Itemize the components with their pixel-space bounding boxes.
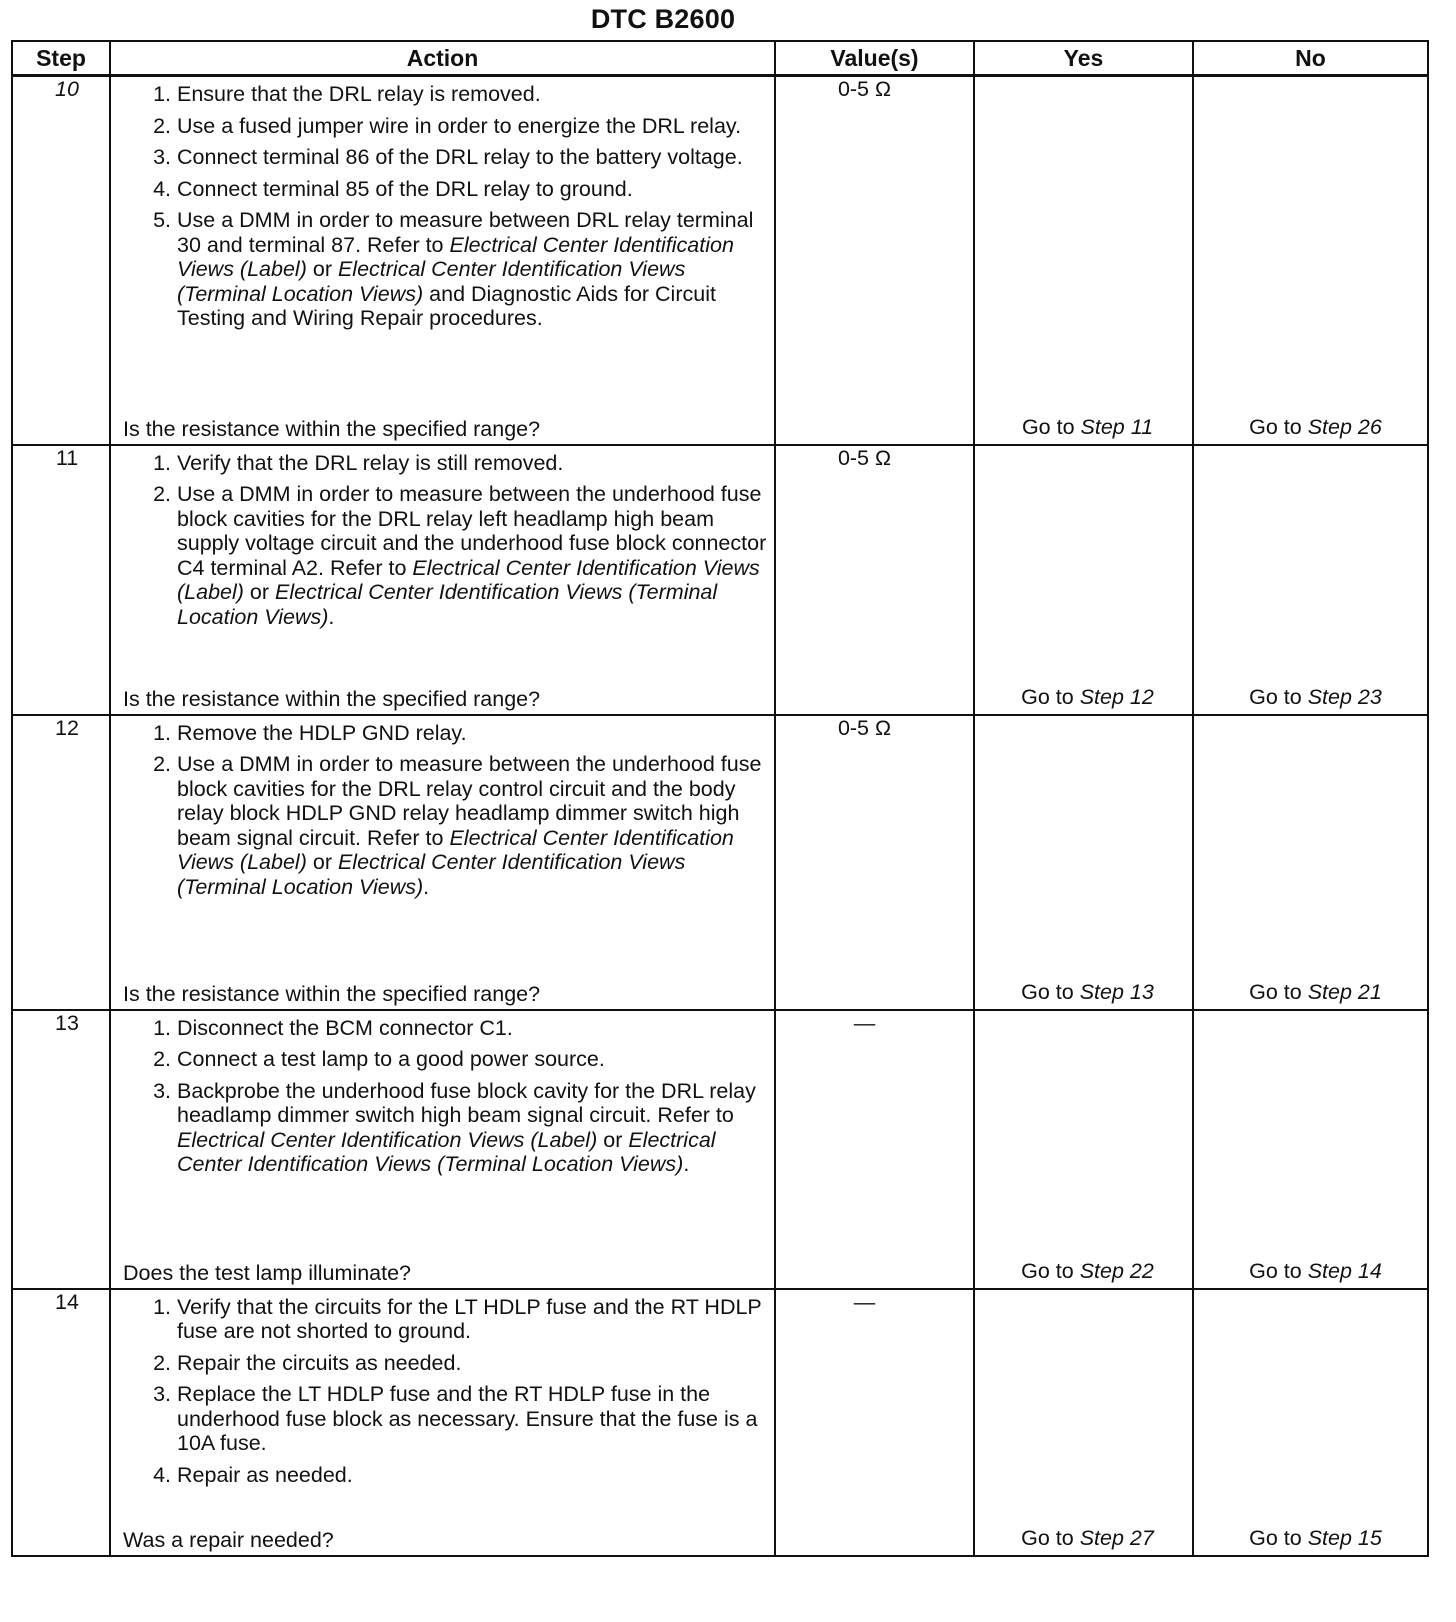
list-item: 4. Connect terminal 85 of the DRL relay to ground.	[153, 176, 633, 201]
table-row	[12, 715, 1428, 1010]
no-step-link[interactable]: Step 21	[1307, 979, 1382, 1004]
no-step-link[interactable]: Step 15	[1307, 1525, 1382, 1550]
doc-reference: Electrical Center Identification Views (Terminal Location Views)	[177, 1127, 716, 1176]
step-number: 13	[55, 1010, 79, 1035]
step-number-cell	[12, 1010, 110, 1289]
value-text: —	[853, 1289, 876, 1314]
question-text: Is the resistance within the specified range?	[123, 686, 541, 711]
yes-step-link[interactable]: Step 22	[1079, 1258, 1154, 1283]
table-row	[12, 1010, 1428, 1289]
question-text: Does the test lamp illuminate?	[123, 1260, 412, 1285]
list-item: 5. Use a DMM in order to measure between DRL relay terminal 30 and terminal 87. Refer to Electrical Center Identification Views (Label) or Electrical Center Identification Views (Terminal Location Views) and Diagnostic Aids for Circuit Testing and Wiring Repair procedures.	[153, 208, 754, 330]
doc-reference: Electrical Center Identification Views (Label)	[177, 555, 760, 604]
table-row	[12, 1289, 1428, 1556]
action-list	[111, 77, 774, 331]
list-item: 2. Connect a test lamp to a good power source.	[153, 1047, 605, 1071]
step-number: 10	[55, 77, 79, 101]
yes-step-link[interactable]: Step 11	[1080, 414, 1154, 439]
step-number-cell	[12, 76, 110, 445]
dtc-procedure-table	[11, 40, 1429, 1557]
no-step-link[interactable]: Step 26	[1307, 414, 1382, 439]
yes-step-link[interactable]: Step 12	[1079, 684, 1154, 709]
doc-reference: Electrical Center Identification Views (Terminal Location Views)	[177, 850, 686, 899]
header-step: Step	[12, 41, 110, 76]
yes-cell: Go to Step 27	[974, 1289, 1193, 1556]
yes-cell: Go to Step 13	[974, 715, 1193, 1010]
list-item: 3. Connect terminal 86 of the DRL relay to the battery voltage.	[153, 145, 743, 169]
value-text: 0-5 Ω	[837, 715, 892, 740]
no-cell: Go to Step 21	[1193, 715, 1428, 1010]
list-item: 3. Backprobe the underhood fuse block cavity for the DRL relay headlamp dimmer switch high beam signal circuit. Refer to Electrical Center Identification Views (Label) or Electrical Center Identification Views (Terminal Location Views).	[153, 1078, 756, 1176]
no-step-link[interactable]: Step 23	[1307, 684, 1382, 709]
doc-reference: Electrical Center Identification Views (Label)	[177, 232, 734, 281]
step-number-cell	[12, 445, 110, 715]
value-text: —	[853, 1010, 876, 1035]
list-item: 4. Repair as needed.	[153, 1462, 353, 1487]
step-number-cell	[12, 1289, 110, 1556]
value-text: 0-5 Ω	[837, 77, 892, 101]
doc-reference: Electrical Center Identification Views (Terminal Location Views)	[177, 257, 686, 306]
no-cell: Go to Step 26	[1193, 76, 1428, 445]
value-cell	[775, 445, 974, 715]
table-row	[12, 445, 1428, 715]
list-item: 1. Verify that the circuits for the LT HDLP fuse and the RT HDLP fuse are not shorted to ground.	[153, 1294, 762, 1343]
value-cell	[775, 1010, 974, 1289]
header-values: Value(s)	[775, 41, 974, 76]
value-cell	[775, 1289, 974, 1556]
step-number: 12	[55, 715, 79, 740]
list-item: 1. Remove the HDLP GND relay.	[153, 720, 467, 745]
yes-cell: Go to Step 12	[974, 445, 1193, 715]
value-cell	[775, 76, 974, 445]
action-list	[111, 1290, 774, 1488]
yes-step-link[interactable]: Step 27	[1079, 1525, 1154, 1550]
list-item: 2. Repair the circuits as needed.	[153, 1350, 462, 1375]
question-text: Is the resistance within the specified range?	[123, 981, 541, 1006]
no-cell: Go to Step 14	[1193, 1010, 1428, 1289]
doc-reference: Electrical Center Identification Views (Label)	[177, 825, 734, 874]
value-text: 0-5 Ω	[837, 445, 892, 470]
header-action: Action	[110, 41, 775, 76]
action-cell	[110, 445, 775, 715]
list-item: 3. Replace the LT HDLP fuse and the RT HDLP fuse in the underhood fuse block as necessary. Ensure that the fuse is a 10A fuse.	[153, 1382, 758, 1455]
action-list	[111, 446, 774, 630]
list-item: 1. Disconnect the BCM connector C1.	[153, 1015, 513, 1040]
question-text: Was a repair needed?	[123, 1527, 334, 1552]
list-item: 1. Ensure that the DRL relay is removed.	[153, 82, 541, 106]
table-row	[12, 76, 1428, 445]
value-cell	[775, 715, 974, 1010]
step-number: 11	[55, 445, 79, 470]
doc-reference: Electrical Center Identification Views (Terminal Location Views)	[177, 580, 718, 629]
list-item: 2. Use a DMM in order to measure between the underhood fuse block cavities for the DRL relay control circuit and the body relay block HDLP GND relay headlamp dimmer switch high beam signal circuit. Refer to Electrical Center Identification Views (Label) or Electrical Center Identification Views (Terminal Location Views).	[153, 752, 762, 899]
step-number-cell	[12, 715, 110, 1010]
yes-cell: Go to Step 22	[974, 1010, 1193, 1289]
action-list	[111, 1011, 774, 1177]
action-cell	[110, 1010, 775, 1289]
yes-cell: Go to Step 11	[974, 76, 1193, 445]
list-item: 2. Use a DMM in order to measure between the underhood fuse block cavities for the DRL relay left headlamp high beam supply voltage circuit and the underhood fuse block connector C4 terminal A2. Refer to Electrical Center Identification Views (Label) or Electrical Center Identification Views (Terminal Location Views).	[153, 482, 767, 629]
yes-step-link[interactable]: Step 13	[1079, 979, 1154, 1004]
header-no: No	[1193, 41, 1428, 76]
table-header-row	[12, 41, 1428, 76]
question-text: Is the resistance within the specified range?	[123, 416, 541, 441]
no-step-link[interactable]: Step 14	[1307, 1258, 1382, 1283]
page-title: DTC B2600	[590, 4, 736, 34]
doc-reference: Electrical Center Identification Views (Label)	[177, 1127, 598, 1152]
list-item: 1. Verify that the DRL relay is still removed.	[153, 450, 564, 475]
header-yes: Yes	[974, 41, 1193, 76]
action-cell	[110, 1289, 775, 1556]
action-list	[111, 716, 774, 900]
no-cell: Go to Step 23	[1193, 445, 1428, 715]
action-cell	[110, 76, 775, 445]
step-number: 14	[55, 1289, 79, 1314]
list-item: 2. Use a fused jumper wire in order to energize the DRL relay.	[153, 113, 742, 138]
action-cell	[110, 715, 775, 1010]
no-cell: Go to Step 15	[1193, 1289, 1428, 1556]
